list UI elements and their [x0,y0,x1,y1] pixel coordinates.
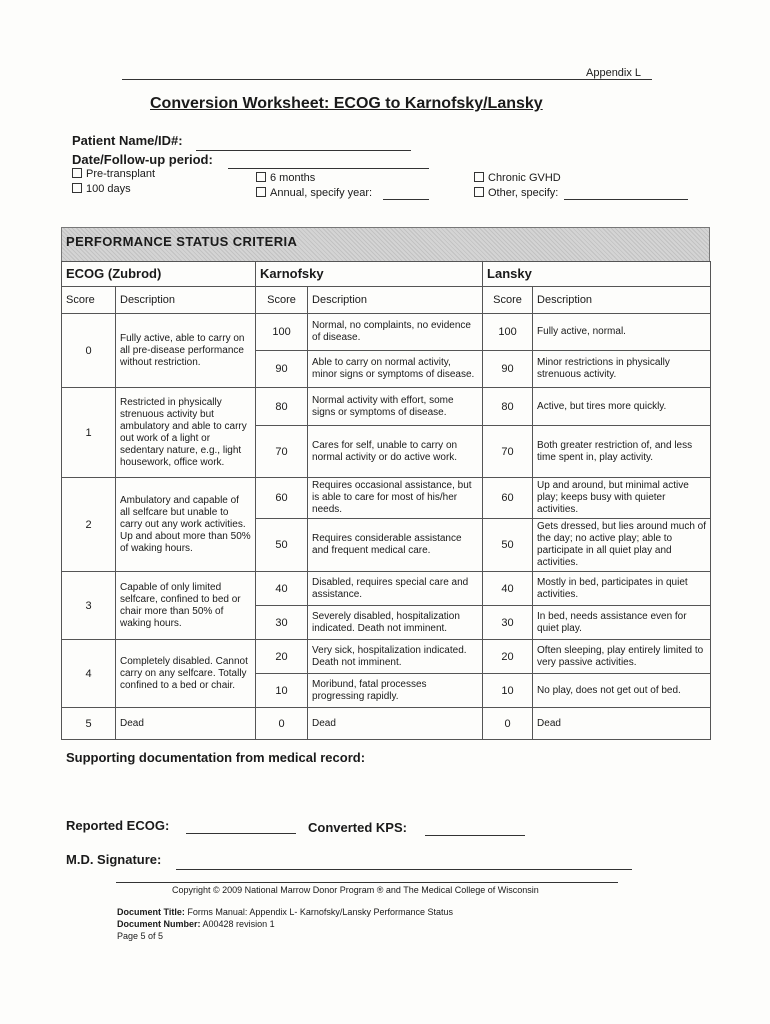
option-100-days[interactable]: 100 days [72,183,131,195]
karnofsky-description: Requires considerable assistance and frequent medical care. [308,519,483,572]
karnofsky-score: 40 [256,572,308,606]
patient-name-label: Patient Name/ID#: [72,133,183,148]
reported-ecog-label: Reported ECOG: [66,818,170,833]
karnofsky-score: 20 [256,640,308,674]
karnofsky-score: 50 [256,519,308,572]
annual-year-field[interactable] [383,199,429,200]
checkbox-icon [256,172,266,182]
lansky-score: 60 [483,478,533,519]
checkbox-icon [256,187,266,197]
lansky-description: Fully active, normal. [533,314,711,351]
lansky-description: Dead [533,708,711,740]
lansky-description: Up and around, but minimal active play; keeps busy with quieter activities. [533,478,711,519]
checkbox-icon [72,183,82,193]
karnofsky-score: 90 [256,351,308,388]
page-number: Page 5 of 5 [117,931,164,941]
date-period-label: Date/Follow-up period: [72,152,213,167]
ecog-score-header: Score [62,287,116,314]
karnofsky-score: 30 [256,606,308,640]
lansky-score: 30 [483,606,533,640]
converted-kps-field[interactable] [425,835,525,836]
table-row [62,388,711,426]
lansky-score: 0 [483,708,533,740]
ecog-score: 5 [62,708,116,740]
ecog-score: 1 [62,388,116,478]
ecog-score: 3 [62,572,116,640]
lansky-description: Both greater restriction of, and less time spent in, play activity. [533,426,711,478]
option-chronic-gvhd[interactable]: Chronic GVHD [474,172,561,184]
karnofsky-description: Normal activity with effort, some signs or symptoms of disease. [308,388,483,426]
karnofsky-score: 60 [256,478,308,519]
lansky-score: 50 [483,519,533,572]
ecog-description-header: Description [116,287,256,314]
signature-label: M.D. Signature: [66,852,162,867]
lansky-score-header: Score [483,287,533,314]
ecog-description: Capable of only limited selfcare, confined to bed or chair more than 50% of waking hours. [116,572,256,640]
lansky-score: 20 [483,640,533,674]
criteria-banner: PERFORMANCE STATUS CRITERIA [61,227,710,261]
option-pre-transplant[interactable]: Pre-transplant [72,168,155,180]
karnofsky-description: Severely disabled, hospitalization indicated. Death not imminent. [308,606,483,640]
option-6-months[interactable]: 6 months [256,172,315,184]
karnofsky-description: Moribund, fatal processes progressing rapidly. [308,674,483,708]
reported-ecog-field[interactable] [186,833,296,834]
footer-rule [116,882,618,883]
signature-field[interactable] [176,869,632,870]
karnofsky-description: Cares for self, unable to carry on normal activity or do active work. [308,426,483,478]
ecog-score: 2 [62,478,116,572]
checkbox-icon [72,168,82,178]
option-other[interactable]: Other, specify: [474,187,558,199]
page-title: Conversion Worksheet: ECOG to Karnofsky/Lansky [150,95,543,112]
system-header-row [62,262,711,287]
lansky-score: 100 [483,314,533,351]
ecog-description: Fully active, able to carry on all pre-disease performance without restriction. [116,314,256,388]
lansky-score: 10 [483,674,533,708]
table-row [62,708,711,740]
karnofsky-description: Able to carry on normal activity, minor signs or symptoms of disease. [308,351,483,388]
karnofsky-description: Very sick, hospitalization indicated. Death not imminent. [308,640,483,674]
performance-status-table [61,261,711,740]
karnofsky-score-header: Score [256,287,308,314]
appendix-label: Appendix L [586,67,642,79]
karnofsky-heading: Karnofsky [256,262,483,287]
column-header-row [62,287,711,314]
lansky-description-header: Description [533,287,711,314]
lansky-description: Gets dressed, but lies around much of the day; no active play; able to participate in all quiet play and activities. [533,519,711,572]
lansky-heading: Lansky [483,262,711,287]
karnofsky-score: 100 [256,314,308,351]
ecog-heading: ECOG (Zubrod) [62,262,256,287]
ecog-score: 0 [62,314,116,388]
table-row [62,478,711,519]
table-row [62,572,711,606]
lansky-description: Often sleeping, play entirely limited to very passive activities. [533,640,711,674]
lansky-score: 80 [483,388,533,426]
copyright-text: Copyright © 2009 National Marrow Donor Program ® and The Medical College of Wisconsin [172,885,539,895]
lansky-description: Mostly in bed, participates in quiet activities. [533,572,711,606]
lansky-description: Active, but tires more quickly. [533,388,711,426]
lansky-score: 90 [483,351,533,388]
option-annual[interactable]: Annual, specify year: [256,187,372,199]
header-rule [122,79,652,80]
lansky-score: 70 [483,426,533,478]
supporting-documentation-label: Supporting documentation from medical record: [66,750,366,765]
checkbox-icon [474,172,484,182]
karnofsky-score: 10 [256,674,308,708]
karnofsky-description: Normal, no complaints, no evidence of disease. [308,314,483,351]
converted-kps-label: Converted KPS: [308,820,407,835]
karnofsky-description: Disabled, requires special care and assistance. [308,572,483,606]
patient-name-field[interactable] [196,150,411,151]
ecog-score: 4 [62,640,116,708]
ecog-description: Restricted in physically strenuous activity but ambulatory and able to carry out work of a light or sedentary nature, e.g., light housework, office work. [116,388,256,478]
document-title: Document Title: Forms Manual: Appendix L- Karnofsky/Lansky Performance Status [117,907,453,917]
karnofsky-description: Dead [308,708,483,740]
ecog-description: Ambulatory and capable of all selfcare but unable to carry out any work activities. Up and about more than 50% of waking hours. [116,478,256,572]
lansky-score: 40 [483,572,533,606]
ecog-description: Completely disabled. Cannot carry on any selfcare. Totally confined to a bed or chair. [116,640,256,708]
checkbox-icon [474,187,484,197]
document-number: Document Number: A00428 revision 1 [117,919,275,929]
karnofsky-score: 70 [256,426,308,478]
lansky-description: In bed, needs assistance even for quiet play. [533,606,711,640]
other-specify-field[interactable] [564,199,688,200]
karnofsky-description: Requires occasional assistance, but is able to care for most of his/her needs. [308,478,483,519]
table-row [62,314,711,351]
karnofsky-score: 0 [256,708,308,740]
karnofsky-description-header: Description [308,287,483,314]
lansky-description: Minor restrictions in physically strenuous activity. [533,351,711,388]
date-period-field[interactable] [228,168,429,169]
ecog-description: Dead [116,708,256,740]
karnofsky-score: 80 [256,388,308,426]
table-row [62,640,711,674]
lansky-description: No play, does not get out of bed. [533,674,711,708]
